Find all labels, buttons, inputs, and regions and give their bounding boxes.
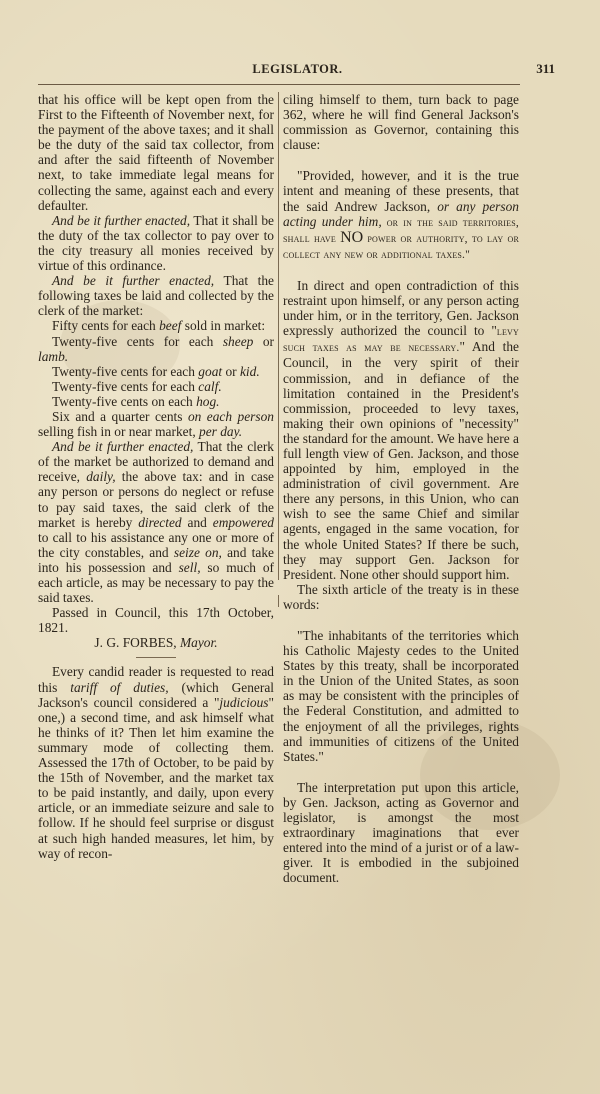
tax-item: Six and a quarter cents on each person selling fish in or near market, per day. (38, 408, 274, 440)
tax-item: Twenty-five cents on each hog. (52, 393, 220, 409)
paragraph: Every candid reader is requested to read this tariff of duties, (which General Jackson's council considered a "judicious" one,) a second time, and ask himself what he thinks of it? Then let him examine the summary mode of collecting them. Assessed the 17th of October, to be paid by the 15th of November, and the market tax to be paid instantly, and daily, upon every article, or an immediate seizure and sale to follow. If he should feel surprise or disgust at such high handed measures, let him, by way of recon- (38, 664, 274, 861)
left-column (38, 92, 274, 861)
page-number: 311 (536, 61, 555, 76)
column-divider (278, 595, 279, 607)
header-rule (38, 84, 520, 85)
paragraph: And be it further enacted, That the clerk of the market be authorized to demand and receive, daily, the above tax: and in case any person or persons do neglect or refuse to pay said taxes, the said clerk of the market is hereby directed and empowered to call to his assistance any one or more of the city constables, and seize on, and take into his possession and sell, so much of each article, as may be necessary to pay the said taxes. (38, 439, 274, 606)
tax-item: Twenty-five cents for each calf. (52, 378, 222, 394)
passed-date: Passed in Council, this 17th October, 1821. (38, 605, 274, 636)
paragraph: The interpretation put upon this article, by Gen. Jackson, acting as Governor and legislator, is amongst the most extraordinary imaginations that ever entered into the mind of a jurist or of a law-giver. It is embodied in the subjoined document. (283, 779, 519, 886)
section-rule (136, 657, 176, 658)
right-column (283, 92, 519, 886)
page-header (40, 58, 555, 80)
paragraph: And be it further enacted, That it shall be the duty of the tax collector to pay over to the city treasury all monies received by virtue of this ordinance. (38, 212, 274, 274)
signature: J. G. FORBES, Mayor. (94, 635, 218, 651)
block-quote: "The inhabitants of the territories which his Catholic Majesty cedes to the United States by this treaty, shall be incorporated in the Union of the United States, as soon as may be consistent with the principles of the Federal Constitution, and admitted to the enjoyment of all the privileges, rights and immunities of citizens of the United States." (283, 628, 519, 764)
running-head: LEGISLATOR. (252, 62, 343, 76)
paragraph: that his office will be kept open from the First to the Fifteenth of November next, for the payment of the above taxes; and it shall be the duty of the said tax collector, from and after the said fifteenth of November next, to take immediate legal means for collecting the same, against each and every defaulter. (38, 92, 274, 213)
tax-item: Fifty cents for each beef sold in market: (52, 318, 266, 334)
tax-item: Twenty-five cents for each goat or kid. (52, 363, 260, 379)
column-divider (278, 92, 279, 580)
paragraph: In direct and open contradiction of this restraint upon himself, or any person acting under him, or in the territory, Gen. Jackson expressly authorized the council to "levy such taxes as may be necessary." And the Council, in the very spirit of their commission, and in defiance of the limitation contained in the President's commission, proceeded to levy taxes, making their own opinions of "necessity" the standard for the amount. We have here a full length view of Gen. Jackson, and those appointed by him, employed in the administration of civil government. Are there any persons, in this Union, who can wish to see the same Chief and similar agents, engaged in the same vocation, for the whole United States? If there be such, they may support Gen. Jackson for President. None other should support him. (283, 277, 520, 582)
paragraph: And be it further enacted, That the following taxes be laid and collected by the clerk of the market: (38, 273, 274, 319)
paragraph: ciling himself to them, turn back to page 362, where he will find General Jackson's commission as Governor, containing this clause: (283, 92, 519, 153)
tax-item: Twenty-five cents for each sheep or lamb. (38, 333, 274, 364)
block-quote: "Provided, however, and it is the true intent and meaning of these presents, that the said Andrew Jackson, or any person acting under him, or in the said territories, shall have NO power or authority, to lay or collect any new or additional taxes." (283, 168, 520, 261)
paragraph: The sixth article of the treaty is in these words: (283, 581, 519, 612)
